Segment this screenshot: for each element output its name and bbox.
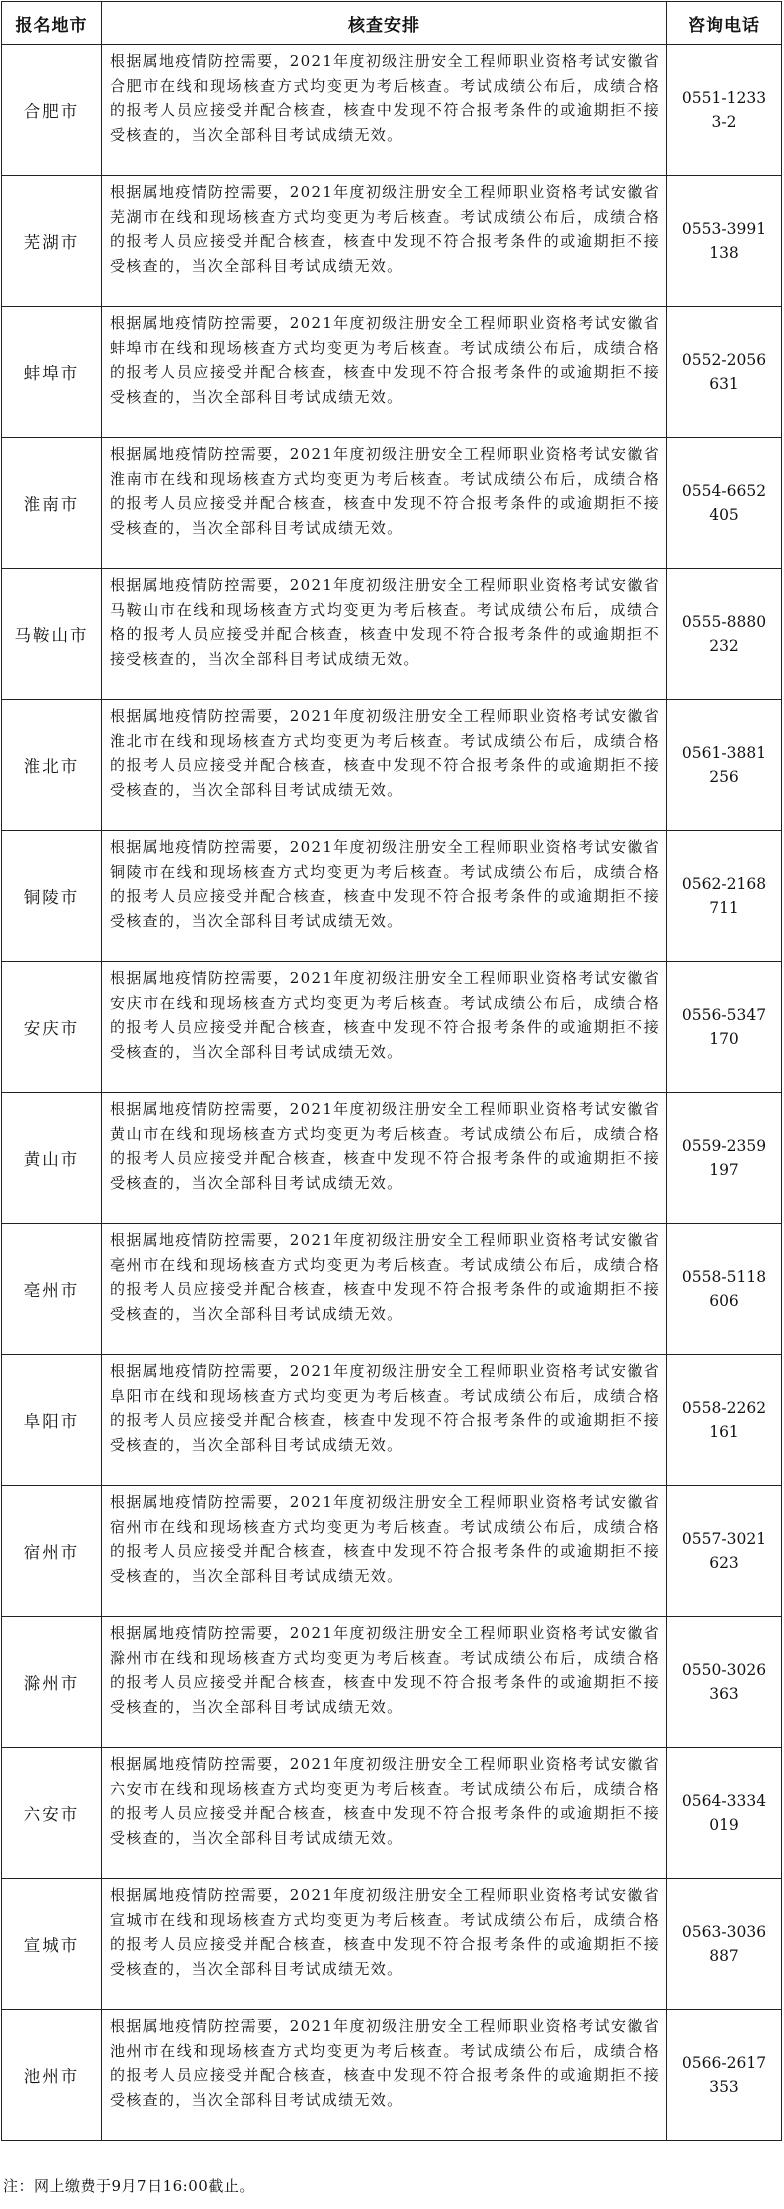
phone-cell: 0555-8880232: [667, 569, 782, 700]
table-row: [2, 700, 782, 831]
table-row: [2, 438, 782, 569]
arrangement-cell: 根据属地疫情防控需要，2021年度初级注册安全工程师职业资格考试安徽省铜陵市在线和现场核查方式均变更为考后核查。考试成绩公布后，成绩合格的报考人员应接受并配合核查，核查中发现不符合报考条件的或逾期拒不接受核查的，当次全部科目考试成绩无效。: [102, 831, 667, 962]
city-cell: 铜陵市: [2, 831, 102, 962]
arrangement-cell: 根据属地疫情防控需要，2021年度初级注册安全工程师职业资格考试安徽省黄山市在线和现场核查方式均变更为考后核查。考试成绩公布后，成绩合格的报考人员应接受并配合核查，核查中发现不符合报考条件的或逾期拒不接受核查的，当次全部科目考试成绩无效。: [102, 1093, 667, 1224]
phone-cell: 0563-3036887: [667, 1879, 782, 2010]
table-row: [2, 1224, 782, 1355]
phone-cell: 0551-12333-2: [667, 45, 782, 176]
table-row: [2, 1879, 782, 2010]
city-cell: 池州市: [2, 2010, 102, 2141]
arrangement-cell: 根据属地疫情防控需要，2021年度初级注册安全工程师职业资格考试安徽省合肥市在线和现场核查方式均变更为考后核查。考试成绩公布后，成绩合格的报考人员应接受并配合核查，核查中发现不符合报考条件的或逾期拒不接受核查的，当次全部科目考试成绩无效。: [102, 45, 667, 176]
city-cell: 亳州市: [2, 1224, 102, 1355]
phone-cell: 0557-3021623: [667, 1486, 782, 1617]
header-arrangement: 核查安排: [102, 2, 667, 45]
table-row: [2, 2010, 782, 2141]
phone-cell: 0559-2359197: [667, 1093, 782, 1224]
city-cell: 阜阳市: [2, 1355, 102, 1486]
arrangement-cell: 根据属地疫情防控需要，2021年度初级注册安全工程师职业资格考试安徽省安庆市在线和现场核查方式均变更为考后核查。考试成绩公布后，成绩合格的报考人员应接受并配合核查，核查中发现不符合报考条件的或逾期拒不接受核查的，当次全部科目考试成绩无效。: [102, 962, 667, 1093]
arrangement-cell: 根据属地疫情防控需要，2021年度初级注册安全工程师职业资格考试安徽省六安市在线和现场核查方式均变更为考后核查。考试成绩公布后，成绩合格的报考人员应接受并配合核查，核查中发现不符合报考条件的或逾期拒不接受核查的，当次全部科目考试成绩无效。: [102, 1748, 667, 1879]
phone-cell: 0558-5118606: [667, 1224, 782, 1355]
phone-cell: 0558-2262161: [667, 1355, 782, 1486]
table-row: [2, 45, 782, 176]
footnote: 注：网上缴费于9月7日16:00截止。: [3, 2177, 255, 2195]
city-cell: 宣城市: [2, 1879, 102, 2010]
city-cell: 蚌埠市: [2, 307, 102, 438]
phone-cell: 0561-3881256: [667, 700, 782, 831]
city-cell: 合肥市: [2, 45, 102, 176]
city-cell: 六安市: [2, 1748, 102, 1879]
table-row: [2, 1093, 782, 1224]
phone-cell: 0550-3026363: [667, 1617, 782, 1748]
table-row: [2, 307, 782, 438]
table-row: [2, 176, 782, 307]
phone-cell: 0562-2168711: [667, 831, 782, 962]
table-row: [2, 1355, 782, 1486]
table-body: [2, 45, 782, 2141]
arrangement-cell: 根据属地疫情防控需要，2021年度初级注册安全工程师职业资格考试安徽省宿州市在线和现场核查方式均变更为考后核查。考试成绩公布后，成绩合格的报考人员应接受并配合核查，核查中发现不符合报考条件的或逾期拒不接受核查的，当次全部科目考试成绩无效。: [102, 1486, 667, 1617]
city-cell: 安庆市: [2, 962, 102, 1093]
city-cell: 滁州市: [2, 1617, 102, 1748]
verification-table: [1, 1, 782, 2141]
arrangement-cell: 根据属地疫情防控需要，2021年度初级注册安全工程师职业资格考试安徽省芜湖市在线和现场核查方式均变更为考后核查。考试成绩公布后，成绩合格的报考人员应接受并配合核查，核查中发现不符合报考条件的或逾期拒不接受核查的，当次全部科目考试成绩无效。: [102, 176, 667, 307]
table-row: [2, 831, 782, 962]
arrangement-cell: 根据属地疫情防控需要，2021年度初级注册安全工程师职业资格考试安徽省滁州市在线和现场核查方式均变更为考后核查。考试成绩公布后，成绩合格的报考人员应接受并配合核查，核查中发现不符合报考条件的或逾期拒不接受核查的，当次全部科目考试成绩无效。: [102, 1617, 667, 1748]
table-row: [2, 962, 782, 1093]
arrangement-cell: 根据属地疫情防控需要，2021年度初级注册安全工程师职业资格考试安徽省宣城市在线和现场核查方式均变更为考后核查。考试成绩公布后，成绩合格的报考人员应接受并配合核查，核查中发现不符合报考条件的或逾期拒不接受核查的，当次全部科目考试成绩无效。: [102, 1879, 667, 2010]
phone-cell: 0552-2056631: [667, 307, 782, 438]
arrangement-cell: 根据属地疫情防控需要，2021年度初级注册安全工程师职业资格考试安徽省亳州市在线和现场核查方式均变更为考后核查。考试成绩公布后，成绩合格的报考人员应接受并配合核查，核查中发现不符合报考条件的或逾期拒不接受核查的，当次全部科目考试成绩无效。: [102, 1224, 667, 1355]
city-cell: 宿州市: [2, 1486, 102, 1617]
header-city: 报名地市: [2, 2, 102, 45]
header-phone: 咨询电话: [667, 2, 782, 45]
phone-cell: 0554-6652405: [667, 438, 782, 569]
table-row: [2, 1486, 782, 1617]
city-cell: 马鞍山市: [2, 569, 102, 700]
phone-cell: 0566-2617353: [667, 2010, 782, 2141]
city-cell: 淮南市: [2, 438, 102, 569]
phone-cell: 0553-3991138: [667, 176, 782, 307]
table-row: [2, 1617, 782, 1748]
city-cell: 芜湖市: [2, 176, 102, 307]
arrangement-cell: 根据属地疫情防控需要，2021年度初级注册安全工程师职业资格考试安徽省淮南市在线和现场核查方式均变更为考后核查。考试成绩公布后，成绩合格的报考人员应接受并配合核查，核查中发现不符合报考条件的或逾期拒不接受核查的，当次全部科目考试成绩无效。: [102, 438, 667, 569]
table-row: [2, 1748, 782, 1879]
arrangement-cell: 根据属地疫情防控需要，2021年度初级注册安全工程师职业资格考试安徽省蚌埠市在线和现场核查方式均变更为考后核查。考试成绩公布后，成绩合格的报考人员应接受并配合核查，核查中发现不符合报考条件的或逾期拒不接受核查的，当次全部科目考试成绩无效。: [102, 307, 667, 438]
arrangement-cell: 根据属地疫情防控需要，2021年度初级注册安全工程师职业资格考试安徽省马鞍山市在线和现场核查方式均变更为考后核查。考试成绩公布后，成绩合格的报考人员应接受并配合核查，核查中发现不符合报考条件的或逾期拒不接受核查的，当次全部科目考试成绩无效。: [102, 569, 667, 700]
city-cell: 淮北市: [2, 700, 102, 831]
arrangement-cell: 根据属地疫情防控需要，2021年度初级注册安全工程师职业资格考试安徽省阜阳市在线和现场核查方式均变更为考后核查。考试成绩公布后，成绩合格的报考人员应接受并配合核查，核查中发现不符合报考条件的或逾期拒不接受核查的，当次全部科目考试成绩无效。: [102, 1355, 667, 1486]
arrangement-cell: 根据属地疫情防控需要，2021年度初级注册安全工程师职业资格考试安徽省淮北市在线和现场核查方式均变更为考后核查。考试成绩公布后，成绩合格的报考人员应接受并配合核查，核查中发现不符合报考条件的或逾期拒不接受核查的，当次全部科目考试成绩无效。: [102, 700, 667, 831]
city-cell: 黄山市: [2, 1093, 102, 1224]
phone-cell: 0564-3334019: [667, 1748, 782, 1879]
table-row: [2, 569, 782, 700]
phone-cell: 0556-5347170: [667, 962, 782, 1093]
header-row: [2, 2, 782, 45]
arrangement-cell: 根据属地疫情防控需要，2021年度初级注册安全工程师职业资格考试安徽省池州市在线和现场核查方式均变更为考后核查。考试成绩公布后，成绩合格的报考人员应接受并配合核查，核查中发现不符合报考条件的或逾期拒不接受核查的，当次全部科目考试成绩无效。: [102, 2010, 667, 2141]
